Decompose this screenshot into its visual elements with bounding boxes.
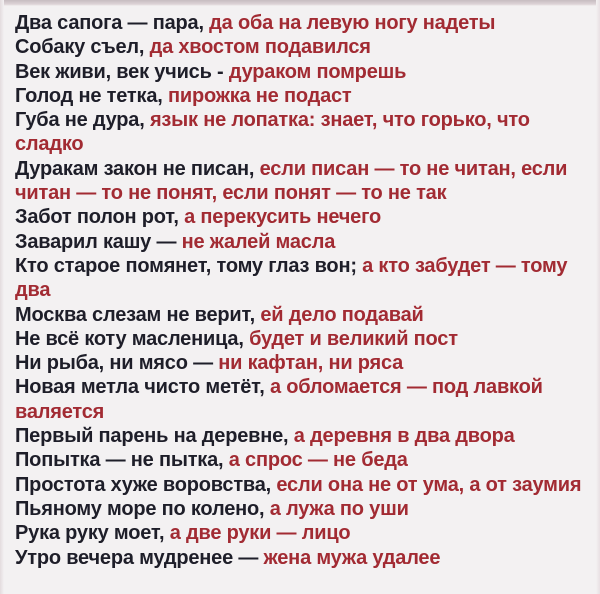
proverb-setup: Голод не тетка, xyxy=(15,84,168,107)
proverb-item xyxy=(15,546,588,570)
proverb-setup: Губа не дура, xyxy=(15,109,150,132)
proverb-setup: Дуракам закон не писан, xyxy=(15,157,260,180)
proverb-item xyxy=(15,84,588,108)
proverb-continuation: жена мужа удалее xyxy=(263,546,441,569)
proverb-continuation: а обломается — под лавкой валяется xyxy=(15,376,543,423)
proverb-item xyxy=(15,230,588,254)
proverb-continuation: пирожка не подаст xyxy=(167,84,352,107)
proverb-setup: Не всё коту масленица, xyxy=(15,327,250,350)
proverb-continuation: не жалей масла xyxy=(181,230,336,253)
proverb-continuation: да хвостом подавился xyxy=(149,36,371,59)
proverb-setup: Собаку съел, xyxy=(15,36,150,59)
proverb-item xyxy=(15,11,588,35)
proverb-continuation: ей дело подавай xyxy=(260,303,424,326)
proverb-continuation: если писан — то не читан, если читан — то не понят, если понят — то не так xyxy=(15,157,568,205)
proverb-setup: Первый парень на деревне, xyxy=(15,425,294,448)
proverb-item xyxy=(15,254,588,303)
proverb-continuation: если она не от ума, а от заумия xyxy=(276,473,582,496)
proverb-item xyxy=(15,205,588,229)
proverb-setup: Москва слезам не верит, xyxy=(15,303,261,326)
proverb-setup: Пьяному море по колено, xyxy=(15,497,270,520)
proverb-continuation: а деревня в два двора xyxy=(293,425,515,448)
proverb-item xyxy=(15,424,588,448)
proverb-continuation: а спрос — не беда xyxy=(228,449,408,472)
proverb-setup: Рука руку моет, xyxy=(15,522,170,545)
proverb-item xyxy=(15,351,588,375)
proverb-setup: Заварил кашу — xyxy=(15,230,182,253)
proverb-item xyxy=(15,303,588,327)
proverb-setup: Кто старое помянет, тому глаз вон; xyxy=(15,254,363,277)
proverb-continuation: а перекусить нечего xyxy=(184,206,381,229)
proverb-continuation: а две руки — лицо xyxy=(169,522,351,545)
proverb-item xyxy=(15,35,588,59)
proverb-setup: Попытка — не пытка, xyxy=(15,449,229,472)
proverb-continuation: да оба на левую ногу надеты xyxy=(209,12,496,34)
proverb-item xyxy=(15,473,588,497)
proverb-setup: Новая метла чисто метёт, xyxy=(15,376,270,399)
proverb-item xyxy=(15,448,588,472)
proverb-item xyxy=(15,497,588,521)
proverb-item xyxy=(15,157,588,206)
proverb-continuation: язык не лопатка: знает, что горько, что сладко xyxy=(15,109,530,156)
proverb-setup: Век живи, век учись - xyxy=(15,60,229,83)
proverb-item xyxy=(15,108,588,157)
proverb-item xyxy=(15,521,588,545)
proverb-item xyxy=(15,375,588,424)
proverb-item xyxy=(15,327,588,351)
proverb-setup: Два сапога — пара, xyxy=(15,12,210,34)
proverb-continuation: дураком помрешь xyxy=(228,60,407,83)
proverb-continuation: будет и великий пост xyxy=(249,327,458,350)
proverb-continuation: ни кафтан, ни ряса xyxy=(218,352,404,375)
proverb-setup: Простота хуже воровства, xyxy=(15,473,277,496)
proverb-continuation: а кто забудет — тому два xyxy=(15,254,568,302)
proverb-item xyxy=(15,60,588,84)
proverb-continuation: а лужа по уши xyxy=(269,497,409,520)
proverb-setup: Утро вечера мудренее — xyxy=(15,546,264,569)
proverb-setup: Ни рыба, ни мясо — xyxy=(15,352,219,375)
proverb-setup: Забот полон рот, xyxy=(15,206,185,229)
